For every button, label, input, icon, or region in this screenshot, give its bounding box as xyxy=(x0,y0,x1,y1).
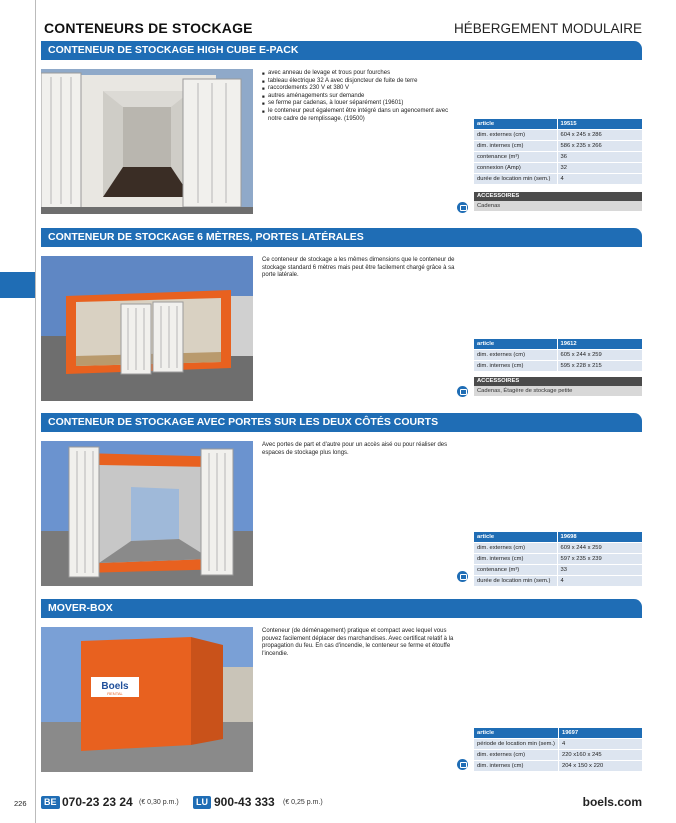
section-title: CONTENEUR DE STOCKAGE HIGH CUBE E-PACK xyxy=(41,41,642,60)
page-reference-icon[interactable] xyxy=(457,202,468,213)
spec-label: dim. internes (cm) xyxy=(474,141,557,152)
page-footer xyxy=(0,794,676,814)
accessories-list: Cadenas xyxy=(474,201,642,211)
spec-label: dim. internes (cm) xyxy=(474,554,557,565)
rate-lu: (€ 0,25 p.m.) xyxy=(283,799,323,806)
spec-label: dim. internes (cm) xyxy=(474,761,558,772)
spec-value: 32 xyxy=(557,163,642,174)
spec-label: contenance (m³) xyxy=(474,152,557,163)
spec-header-label: article xyxy=(474,119,557,130)
spec-value: 4 xyxy=(557,174,642,185)
rate-be: (€ 0,30 p.m.) xyxy=(139,799,179,806)
country-badge-lu: LU xyxy=(193,796,211,809)
margin-line xyxy=(35,0,36,823)
section-mover-box xyxy=(41,599,642,779)
spec-label: connexion (Amp) xyxy=(474,163,557,174)
spec-value: 4 xyxy=(558,739,642,750)
spec-value: 609 x 244 x 259 xyxy=(557,543,642,554)
section-high-cube xyxy=(41,41,642,221)
spec-value: 586 x 235 x 266 xyxy=(557,141,642,152)
spec-value: 4 xyxy=(557,576,642,587)
photo-mover-box xyxy=(41,627,253,772)
phone-lu[interactable]: 900-43 333 xyxy=(214,795,275,809)
website-link[interactable]: boels.com xyxy=(582,795,642,809)
article-number: 19515 xyxy=(557,119,642,130)
spec-header-label: article xyxy=(474,728,558,739)
photo-high-cube-container xyxy=(41,69,253,214)
section-title: MOVER-BOX xyxy=(41,599,642,618)
spec-label: durée de location min (sem.) xyxy=(474,174,557,185)
spec-value: 36 xyxy=(557,152,642,163)
feature-item: ■ tableau électrique 32 A avec disjoncteur de fuite de terre xyxy=(262,78,462,86)
page-reference-icon[interactable] xyxy=(457,571,468,582)
section-description: Avec portes de part et d'autre pour un accès aisé ou pour réaliser des espaces de stockage plus longs. xyxy=(262,442,448,456)
spec-value: 33 xyxy=(557,565,642,576)
feature-list xyxy=(262,70,462,123)
accessories-title: ACCESSOIRES xyxy=(474,192,642,201)
spec-value: 597 x 235 x 239 xyxy=(557,554,642,565)
spec-value: 204 x 150 x 220 xyxy=(558,761,642,772)
accessories-title: ACCESSOIRES xyxy=(474,377,642,386)
spec-label: contenance (m³) xyxy=(474,565,557,576)
spec-label: période de location min (sem.) xyxy=(474,739,558,750)
feature-item: ■ se ferme par cadenas, à louer séparément (19601) xyxy=(262,100,462,108)
section-tab-marker xyxy=(0,272,35,298)
spec-header-label: article xyxy=(474,339,557,350)
section-title: CONTENEUR DE STOCKAGE AVEC PORTES SUR LES DEUX CÔTÉS COURTS xyxy=(41,413,642,432)
spec-value: 220 x160 x 245 xyxy=(558,750,642,761)
section-description: Ce conteneur de stockage a les mêmes dimensions que le conteneur de stockage standard 6 mètres mais peut être facilement chargé grâce à sa porte latérale. xyxy=(262,257,455,279)
accessories-box xyxy=(474,192,642,211)
section-double-door xyxy=(41,413,642,593)
feature-item: ■ avec anneau de levage et trous pour fourches xyxy=(262,70,462,78)
page-reference-icon[interactable] xyxy=(457,386,468,397)
spec-label: dim. externes (cm) xyxy=(474,750,558,761)
spec-header-label: article xyxy=(474,532,557,543)
photo-side-door-container xyxy=(41,256,253,401)
spec-value: 605 x 244 x 259 xyxy=(557,350,642,361)
page-title: CONTENEURS DE STOCKAGE xyxy=(44,20,253,36)
phone-be[interactable]: 070-23 23 24 xyxy=(62,795,133,809)
photo-double-door-container xyxy=(41,441,253,586)
spec-label: dim. externes (cm) xyxy=(474,543,557,554)
spec-label: dim. internes (cm) xyxy=(474,361,557,372)
spec-value: 604 x 245 x 286 xyxy=(557,130,642,141)
boels-logo-subtext: RENTAL xyxy=(107,691,123,696)
section-description: Conteneur (de déménagement) pratique et compact avec lequel vous pouvez facilement déplacer des marchandises. Avec certificat relatif à la propagation du feu. En cas d'incendie, le conteneur se ferme et étouffe l'incendie. xyxy=(262,628,454,657)
section-title: CONTENEUR DE STOCKAGE 6 MÈTRES, PORTES LATÉRALES xyxy=(41,228,642,247)
feature-item: ■ raccordements 230 V et 380 V xyxy=(262,85,462,93)
spec-table xyxy=(474,119,642,184)
page-number: 226 xyxy=(14,799,27,808)
spec-label: dim. externes (cm) xyxy=(474,130,557,141)
accessories-list: Cadenas, Étagère de stockage petite xyxy=(474,386,642,396)
accessories-box xyxy=(474,377,642,396)
article-number: 19698 xyxy=(557,532,642,543)
spec-value: 595 x 228 x 215 xyxy=(557,361,642,372)
spec-table xyxy=(474,339,642,371)
spec-table xyxy=(474,728,642,771)
boels-logo-text: Boels xyxy=(101,681,129,692)
feature-item: ■ autres aménagements sur demande xyxy=(262,93,462,101)
page-reference-icon[interactable] xyxy=(457,759,468,770)
article-number: 19612 xyxy=(557,339,642,350)
country-badge-be: BE xyxy=(41,796,60,809)
spec-label: dim. externes (cm) xyxy=(474,350,557,361)
page-category: HÉBERGEMENT MODULAIRE xyxy=(453,21,642,36)
spec-label: durée de location min (sem.) xyxy=(474,576,557,587)
spec-table xyxy=(474,532,642,586)
article-number: 19697 xyxy=(558,728,642,739)
section-side-door xyxy=(41,228,642,408)
feature-item: ■ le conteneur peut également être intégré dans un agencement avec notre cadre de remplissage. (19500) xyxy=(262,108,462,123)
